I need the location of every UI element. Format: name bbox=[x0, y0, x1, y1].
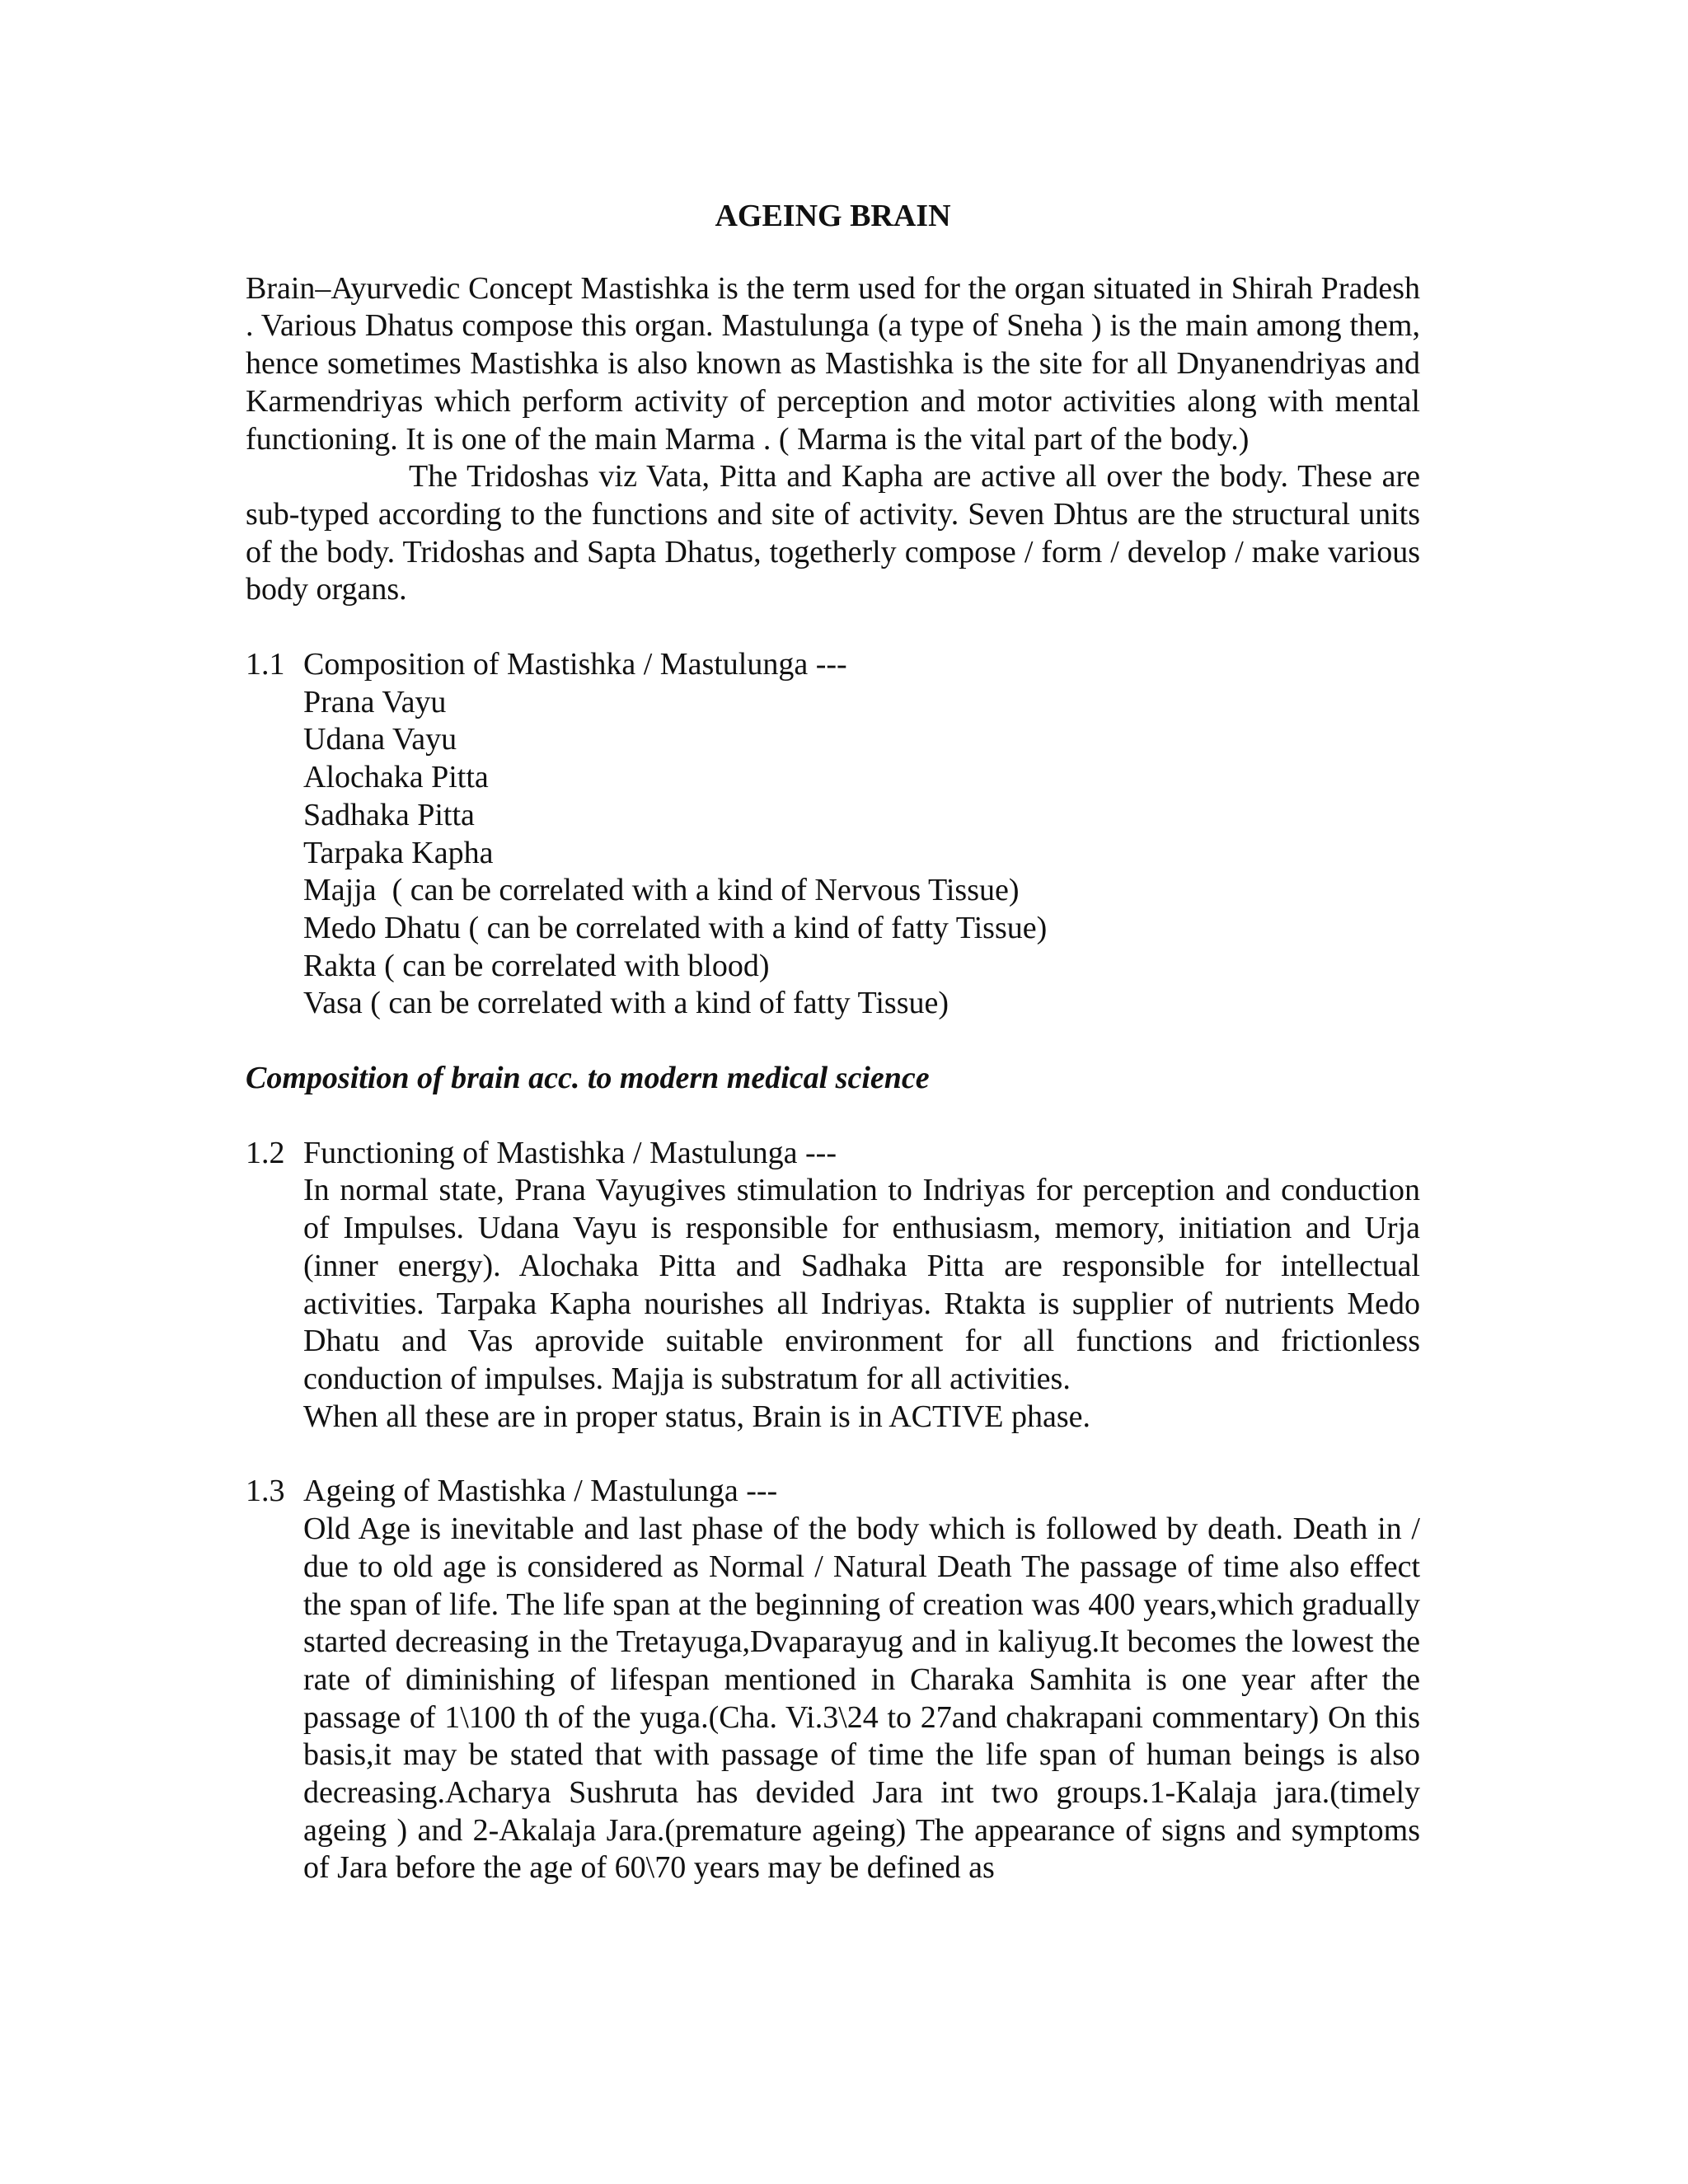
spacer bbox=[246, 609, 1420, 646]
intro-paragraph-2: The Tridoshas viz Vata, Pitta and Kapha are active all over the body. These are sub-typed according to the functions and site of activity. Seven Dhtus are the structural units of the body. Tridoshas and Sapta Dhatus, togetherly compose / form / develop / make various body organs. bbox=[246, 459, 1420, 607]
section-1-3-body bbox=[246, 1511, 1420, 1887]
spacer bbox=[246, 1023, 1420, 1060]
list-item: Alochaka Pitta bbox=[303, 760, 489, 795]
section-title: Functioning of Mastishka / Mastulunga --- bbox=[303, 1135, 837, 1170]
section-1-2-heading bbox=[246, 1135, 1420, 1173]
section-1-2-body bbox=[246, 1172, 1420, 1436]
document-page bbox=[246, 190, 1420, 1887]
spacer bbox=[246, 1436, 1420, 1473]
list-item: Majja ( can be correlated with a kind of Nervous Tissue) bbox=[303, 873, 1020, 908]
modern-science-heading: Composition of brain acc. to modern medical science bbox=[246, 1061, 930, 1096]
list-item: Udana Vayu bbox=[303, 722, 457, 757]
section-number: 1.1 bbox=[246, 647, 285, 682]
intro-paragraph-1: Brain–Ayurvedic Concept Mastishka is the term used for the organ situated in Shirah Pradesh . Various Dhatus compose this organ. Mastulunga (a type of Sneha ) is the main among them, hence sometimes Mastishka is also known as Mastishka is the site for all Dnyanendriyas and Karmendriyas which perform activity of perception and motor activities along with mental functioning. It is one of the main Marma . ( Marma is the vital part of the body.) bbox=[246, 270, 1420, 457]
functioning-paragraph: In normal state, Prana Vayugives stimulation to Indriyas for perception and conduction of Impulses. Udana Vayu is responsible for enthusiasm, memory, initiation and Urja (inner energy). Alochaka Pitta and Sadhaka Pitta are responsible for intellectual activities. Tarpaka Kapha nourishes all Indriyas. Rtakta is supplier of nutrients Medo Dhatu and Vas aprovide suitable environment for all functions and frictionless conduction of impulses. Majja is substratum for all activities. bbox=[303, 1173, 1420, 1396]
list-item: Vasa ( can be correlated with a kind of fatty Tissue) bbox=[303, 986, 950, 1021]
composition-list bbox=[246, 684, 1420, 1023]
functioning-summary: When all these are in proper status, Brain is in ACTIVE phase. bbox=[303, 1399, 1091, 1434]
list-item: Tarpaka Kapha bbox=[303, 835, 494, 870]
section-number: 1.3 bbox=[246, 1474, 285, 1509]
section-1-1-heading bbox=[246, 646, 1420, 684]
spacer bbox=[246, 1098, 1420, 1135]
section-number: 1.2 bbox=[246, 1135, 285, 1170]
section-1-3-heading bbox=[246, 1473, 1420, 1511]
list-item: Rakta ( can be correlated with blood) bbox=[303, 948, 770, 983]
list-item: Prana Vayu bbox=[303, 684, 447, 719]
list-item: Sadhaka Pitta bbox=[303, 797, 475, 832]
section-title: Ageing of Mastishka / Mastulunga --- bbox=[303, 1474, 778, 1509]
list-item: Medo Dhatu ( can be correlated with a kind of fatty Tissue) bbox=[303, 910, 1048, 945]
section-title: Composition of Mastishka / Mastulunga --- bbox=[303, 647, 847, 682]
document-title: AGEING BRAIN bbox=[715, 199, 951, 233]
ageing-paragraph: Old Age is inevitable and last phase of the body which is followed by death. Death in / due to old age is considered as Normal / Natural Death The passage of time also effect the span of life. The life span at the beginning of creation was 400 years,which gradually started decreasing in the Tretayuga,Dvaparayug and in kaliyug.It becomes the lowest the rate of diminishing of lifespan mentioned in Charaka Samhita is one year after the passage of 1\100 th of the yuga.(Cha. Vi.3\24 to 27and chakrapani commentary) On this basis,it may be stated that with passage of time the life span of human beings is also decreasing.Acharya Sushruta has devided Jara int two groups.1-Kalaja jara.(timely ageing ) and 2-Akalaja Jara.(premature ageing) The appearance of signs and symptoms of Jara before the age of 60\70 years may be defined as bbox=[303, 1511, 1420, 1886]
